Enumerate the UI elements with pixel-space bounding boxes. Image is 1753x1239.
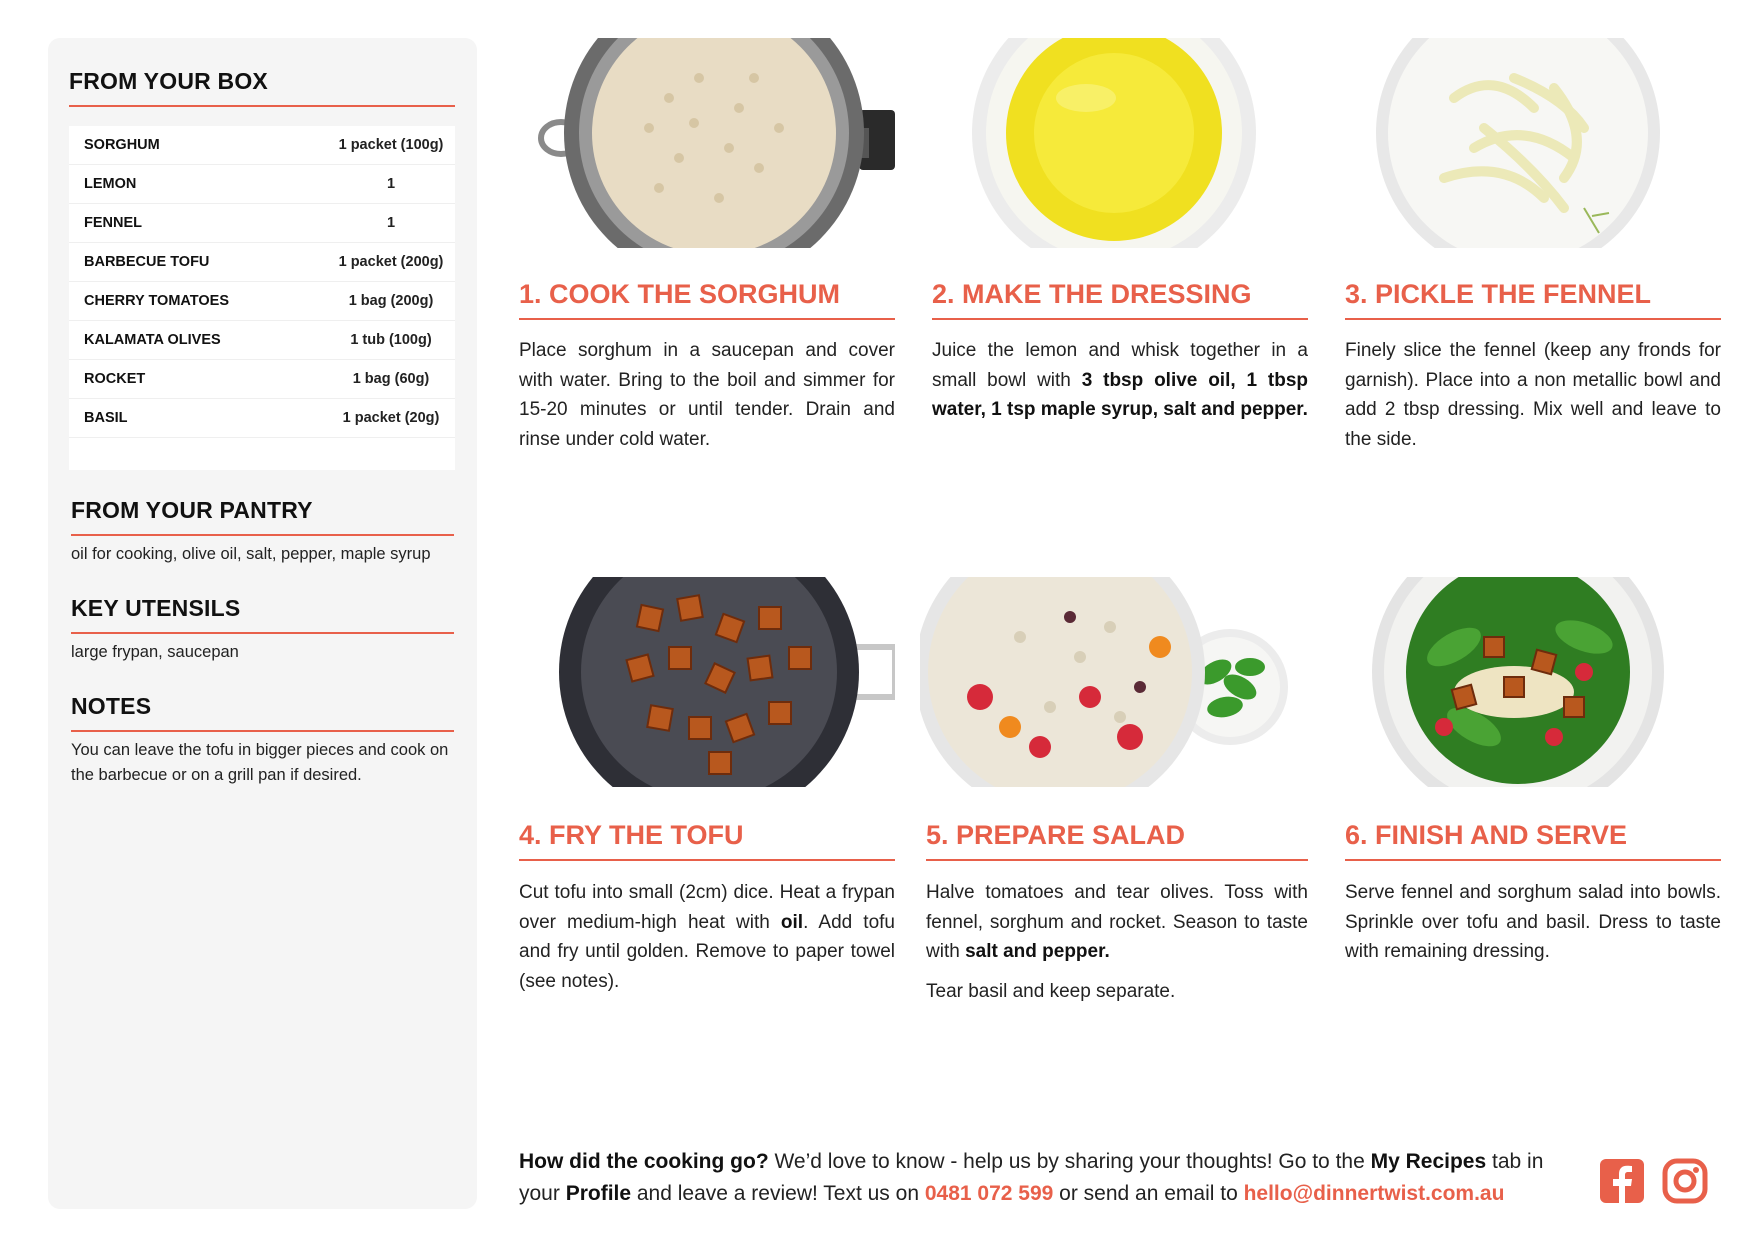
step-3-title: 3. PICKLE THE FENNEL (1345, 279, 1721, 320)
step-3-text: Finely slice the fennel (keep any fronds for garnish). Place into a non metallic bowl and add 2 tbsp dressing. Mix well and leave to the side. (1345, 340, 1721, 450)
footer-text: or send an email to (1053, 1182, 1244, 1205)
ingredient-name: BARBECUE TOFU (84, 254, 210, 270)
utensils-list: large frypan, saucepan (71, 643, 239, 661)
from-your-box-heading: FROM YOUR BOX (69, 68, 455, 107)
ingredient-qty: 1 packet (100g) (338, 137, 444, 153)
instagram-icon[interactable] (1661, 1157, 1709, 1205)
step-6-photo (1334, 577, 1710, 787)
step-5-photo (920, 577, 1296, 787)
profile-label: Profile (565, 1182, 632, 1205)
sidebar (48, 38, 477, 1209)
ingredient-name: BASIL (84, 410, 128, 426)
step-5-text: Halve tomatoes and tear olives. Toss with fennel, sorghum and rocket. Season to taste with (926, 882, 1308, 962)
step-3-body (1345, 336, 1721, 454)
step-2-title: 2. MAKE THE DRESSING (932, 279, 1308, 320)
phone-link[interactable]: 0481 072 599 (924, 1182, 1054, 1205)
step-2-photo (926, 38, 1302, 248)
notes-heading: NOTES (71, 693, 454, 732)
ingredient-row (69, 204, 455, 243)
ingredient-row (69, 243, 455, 282)
ingredient-qty: 1 (386, 215, 396, 231)
step-1-title: 1. COOK THE SORGHUM (519, 279, 895, 320)
ingredient-qty: 1 bag (60g) (352, 371, 430, 387)
step-4-body (519, 878, 895, 996)
step-2-ingredients: 3 tbsp olive oil, 1 tbsp water, 1 tsp maple syrup, salt and pepper. (932, 369, 1308, 420)
step-4-text: Cut tofu into small (2cm) dice. Heat a frypan over medium-high heat with (519, 882, 895, 933)
step-5-body (926, 878, 1308, 1006)
step-4-text-cont: . Add tofu and fry until golden. Remove to paper towel (see notes). (519, 911, 895, 992)
notes-text: You can leave the tofu in bigger pieces and cook on the barbecue or on a grill pan if desired. (71, 741, 449, 784)
facebook-icon[interactable] (1598, 1157, 1646, 1205)
ingredient-name: FENNEL (84, 215, 142, 231)
feedback-footer (519, 1146, 1589, 1210)
ingredient-name: SORGHUM (84, 137, 160, 153)
step-1-body (519, 336, 895, 454)
step-6-title: 6. FINISH AND SERVE (1345, 820, 1721, 861)
step-4-photo (519, 577, 895, 787)
step-6-text: Serve fennel and sorghum salad into bowls. Sprinkle over tofu and basil. Dress to taste with remaining dressing. (1345, 882, 1721, 962)
email-link[interactable]: hello@dinnertwist.com.au (1243, 1182, 1505, 1205)
ingredient-row (69, 360, 455, 399)
ingredient-row (69, 321, 455, 360)
ingredient-row (69, 126, 455, 165)
ingredient-qty: 1 tub (100g) (350, 332, 432, 348)
step-5-title: 5. PREPARE SALAD (926, 820, 1308, 861)
footer-text: We’d love to know - help us by sharing your thoughts! Go to the (768, 1150, 1371, 1173)
footer-question: How did the cooking go? (519, 1150, 769, 1173)
footer-text: tab in your (519, 1150, 1544, 1205)
footer-text: and leave a review! Text us on (631, 1182, 925, 1205)
step-4-oil: oil (780, 911, 804, 933)
ingredient-name: CHERRY TOMATOES (84, 293, 230, 309)
from-your-pantry-heading: FROM YOUR PANTRY (71, 497, 454, 536)
ingredient-name: LEMON (84, 176, 137, 192)
ingredient-name: ROCKET (84, 371, 146, 387)
ingredient-row (69, 399, 455, 438)
step-1-text: Place sorghum in a saucepan and cover with water. Bring to the boil and simmer for 15-20 minutes or until tender. Drain and rinse under cold water. (519, 340, 895, 450)
ingredient-qty: 1 (386, 176, 396, 192)
ingredient-qty: 1 packet (200g) (338, 254, 444, 270)
key-utensils-heading: KEY UTENSILS (71, 595, 454, 634)
ingredient-table (69, 126, 455, 470)
step-2-body (932, 336, 1308, 425)
step-3-photo (1334, 38, 1710, 248)
step-5-extra: Tear basil and keep separate. (926, 980, 1176, 1002)
ingredient-row (69, 165, 455, 204)
step-1-photo (519, 38, 895, 248)
ingredient-qty: 1 packet (20g) (342, 410, 440, 426)
step-6-body (1345, 878, 1721, 967)
ingredient-qty: 1 bag (200g) (348, 293, 434, 309)
pantry-list: oil for cooking, olive oil, salt, pepper, maple syrup (71, 545, 431, 563)
ingredient-name: KALAMATA OLIVES (84, 332, 221, 348)
step-2-text: Juice the lemon and whisk together in a small bowl with (932, 340, 1308, 391)
ingredient-row (69, 282, 455, 321)
my-recipes-label: My Recipes (1370, 1150, 1487, 1173)
step-5-seasoning: salt and pepper. (965, 941, 1110, 962)
step-4-title: 4. FRY THE TOFU (519, 820, 895, 861)
